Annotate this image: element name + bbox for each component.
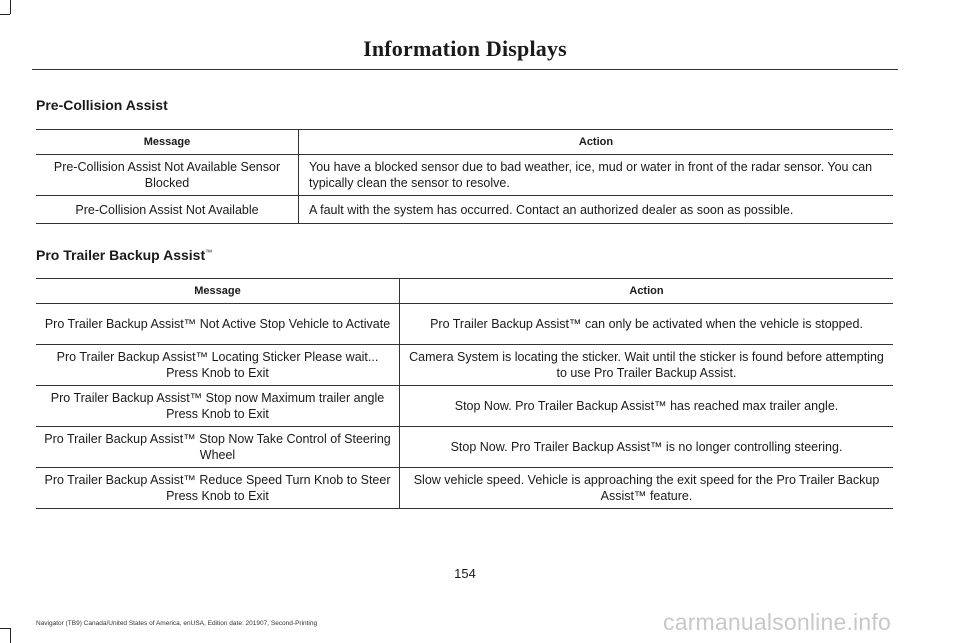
footer-edition-text: Navigator (TB9) Canada/United States of America, enUSA, Edition date: 201907, Second-Printing [36,620,318,627]
message-cell: Pro Trailer Backup Assist™ Reduce Speed Turn Knob to Steer Press Knob to Exit [36,468,400,509]
pro-trailer-backup-assist-table [36,278,893,509]
message-cell: Pro Trailer Backup Assist™ Stop now Maximum trailer angle Press Knob to Exit [36,386,400,427]
crop-mark-top-left [0,14,10,15]
table-row [36,304,893,345]
message-cell: Pro Trailer Backup Assist™ Locating Sticker Please wait... Press Knob to Exit [36,345,400,386]
table-row [36,386,893,427]
table-row [36,196,893,224]
crop-mark-bottom-left [10,628,11,643]
column-header-action: Action [400,279,894,304]
action-cell: Pro Trailer Backup Assist™ can only be activated when the vehicle is stopped. [400,304,894,345]
action-cell: Stop Now. Pro Trailer Backup Assist™ is no longer controlling steering. [400,427,894,468]
crop-mark-bottom-left [0,628,10,629]
section-heading-text: Pro Trailer Backup Assist [36,247,206,263]
trademark-symbol: ™ [205,249,213,257]
pre-collision-assist-table [36,129,893,224]
action-cell: Stop Now. Pro Trailer Backup Assist™ has reached max trailer angle. [400,386,894,427]
action-cell: A fault with the system has occurred. Contact an authorized dealer as soon as possible. [299,196,894,224]
table-row [36,155,893,196]
watermark: carmanualsonline.info [663,609,891,635]
section-heading-pre-collision-assist: Pre-Collision Assist [36,97,168,113]
table-row [36,427,893,468]
message-cell: Pro Trailer Backup Assist™ Stop Now Take Control of Steering Wheel [36,427,400,468]
column-header-action: Action [299,130,894,155]
section-heading-pro-trailer-backup-assist [36,247,212,263]
table-row [36,468,893,509]
message-cell: Pre-Collision Assist Not Available [36,196,299,224]
title-divider [32,69,898,70]
message-cell: Pro Trailer Backup Assist™ Not Active Stop Vehicle to Activate [36,304,400,345]
page-number: 154 [454,566,476,581]
column-header-message: Message [36,279,400,304]
action-cell: Slow vehicle speed. Vehicle is approaching the exit speed for the Pro Trailer Backup Assist™ feature. [400,468,894,509]
table-header-row [36,279,893,304]
table-row [36,345,893,386]
table-header-row [36,130,893,155]
crop-mark-top-left [10,0,11,14]
column-header-message: Message [36,130,299,155]
message-cell: Pre-Collision Assist Not Available Sensor Blocked [36,155,299,196]
action-cell: You have a blocked sensor due to bad weather, ice, mud or water in front of the radar sensor. You can typically clean the sensor to resolve. [299,155,894,196]
page-title: Information Displays [363,36,567,61]
action-cell: Camera System is locating the sticker. Wait until the sticker is found before attempting to use Pro Trailer Backup Assist. [400,345,894,386]
